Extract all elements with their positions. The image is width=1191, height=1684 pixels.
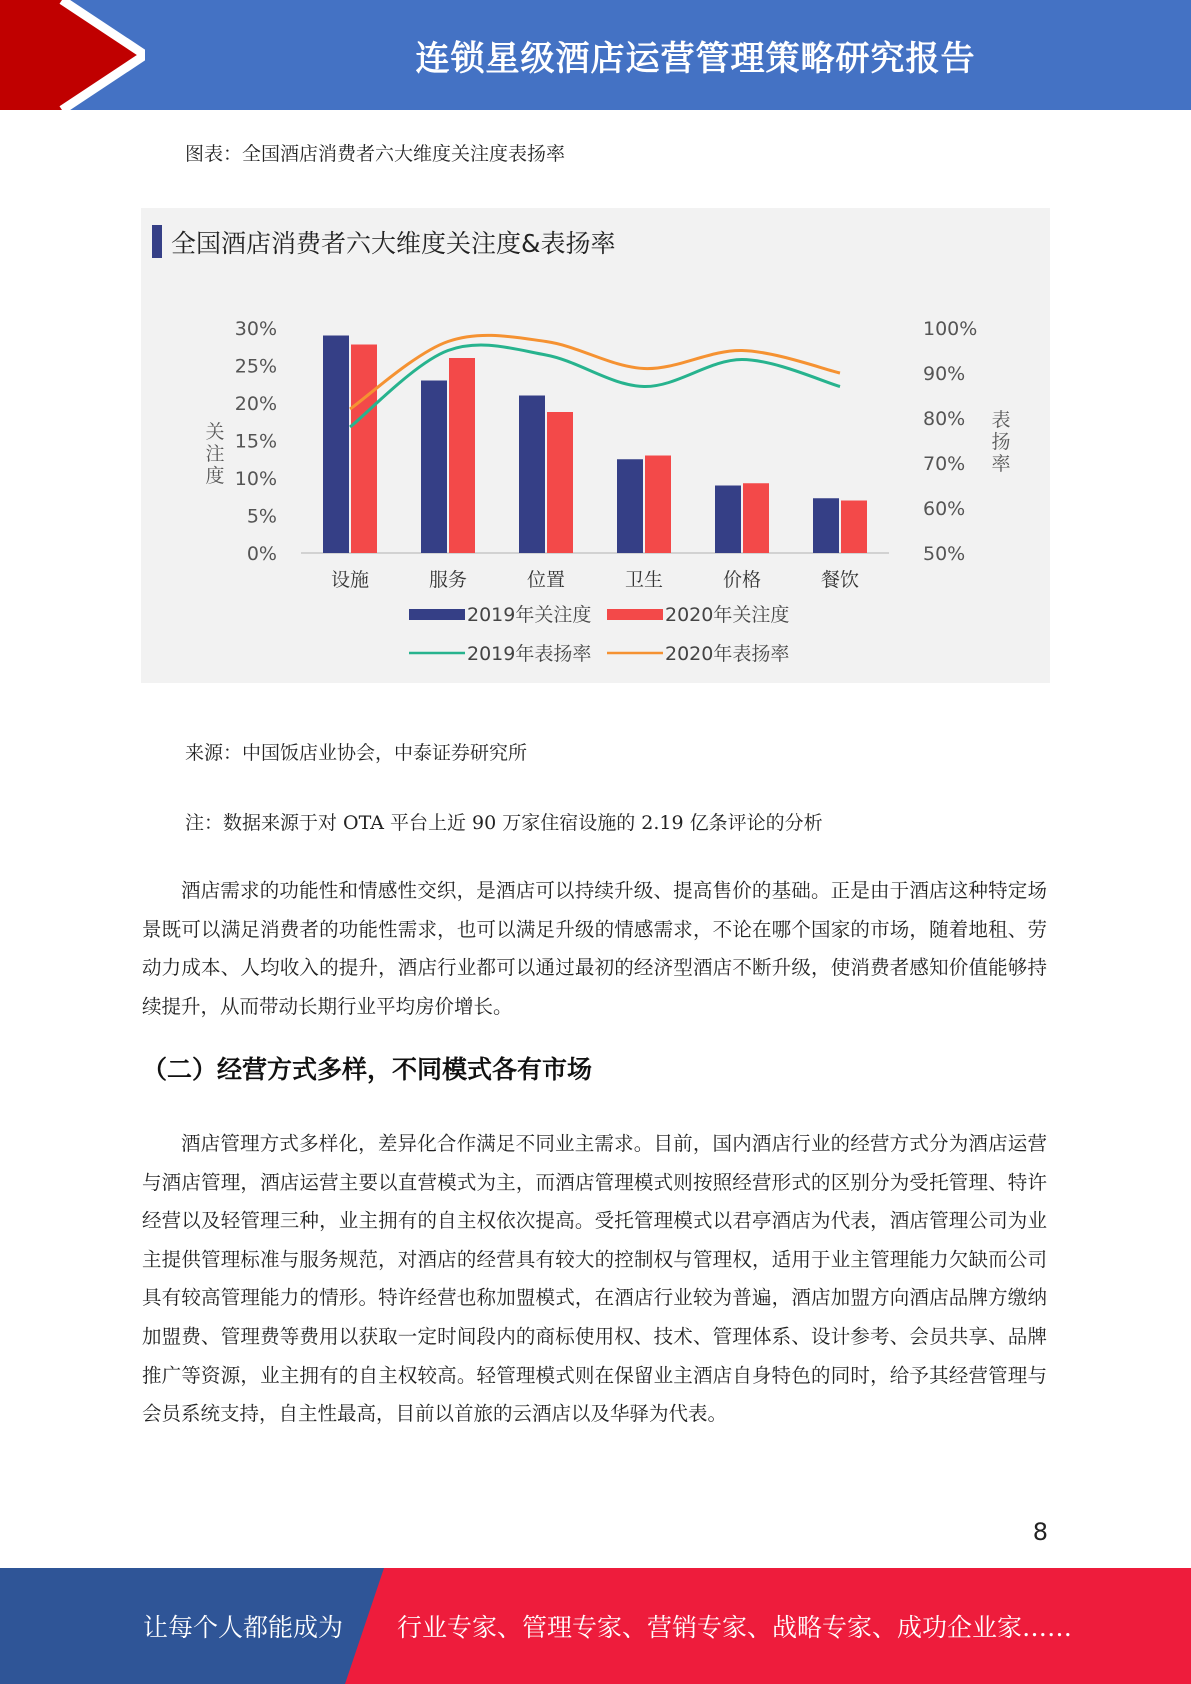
legend-label: 2019年表扬率: [467, 643, 592, 665]
y-axis-label-char: 度: [205, 465, 225, 487]
y2-axis-tick-label: 90%: [923, 363, 966, 385]
x-axis-category-label: 设施: [330, 569, 370, 591]
y-axis-tick-label: 5%: [246, 505, 277, 528]
x-axis-category-label: 服务: [428, 569, 468, 591]
bar-series-2: [449, 358, 475, 553]
body-paragraph-1: 酒店需求的功能性和情感性交织，是酒店可以持续升级、提高售价的基础。正是由于酒店这种特定场景既可以满足消费者的功能性需求，也可以满足升级的情感需求，不论在哪个国家的市场，随着地租、劳动力成本、人均收入的提升，酒店行业都可以通过最初的经济型酒店不断升级，使消费者感知价值能够持续提升，从而带动长期行业平均房价增长。: [142, 879, 1047, 1018]
y2-axis-tick-label: 50%: [923, 543, 966, 565]
footer-slogan-right: 行业专家、管理专家、营销专家、战略专家、成功企业家……: [397, 1613, 1073, 1642]
bar-series-1: [519, 396, 545, 554]
header-arrow-decoration: [0, 0, 145, 110]
y2-axis-tick-label: 80%: [923, 408, 966, 430]
page-number: 8: [1032, 1518, 1048, 1546]
y2-axis-tick-label: 60%: [923, 498, 966, 520]
chart-title: 全国酒店消费者六大维度关注度&表扬率: [171, 229, 616, 258]
bar-series-2: [547, 412, 573, 553]
footer-banner: [0, 1568, 1191, 1684]
bar-series-1: [813, 498, 839, 553]
legend-label: 2020年关注度: [665, 604, 790, 626]
bar-series-1: [323, 336, 349, 554]
bar-series-1: [715, 486, 741, 554]
bar-series-2: [841, 501, 867, 554]
legend-swatch-bar: [409, 609, 465, 620]
y-axis-tick-label: 30%: [234, 318, 277, 340]
x-axis-category-label: 餐饮: [820, 569, 860, 591]
bar-series-2: [645, 456, 671, 554]
bar-series-2: [743, 483, 769, 553]
source-note: 来源：中国饭店业协会，中泰证券研究所: [185, 742, 528, 764]
x-axis-category-label: 位置: [526, 569, 566, 591]
section-heading: （二）经营方式多样，不同模式各有市场: [142, 1055, 593, 1084]
y-axis-label-char: 关: [205, 421, 225, 443]
chart-title-marker: [152, 225, 162, 258]
y2-axis-label-char: 率: [991, 453, 1011, 475]
y-axis-tick-label: 25%: [234, 355, 277, 378]
legend-label: 2019年关注度: [467, 604, 592, 626]
legend-label: 2020年表扬率: [665, 643, 790, 665]
bar-series-1: [617, 459, 643, 553]
y2-axis-label-char: 扬: [991, 431, 1011, 453]
data-note: 注：数据来源于对 OTA 平台上近 90 万家住宿设施的 2.19 亿条评论的分析: [185, 812, 823, 834]
x-axis-category-label: 卫生: [624, 569, 664, 591]
bar-series-2: [351, 345, 377, 554]
x-axis-category-label: 价格: [722, 569, 762, 591]
y-axis-tick-label: 0%: [246, 543, 277, 565]
body-paragraph-2: 酒店管理方式多样化，差异化合作满足不同业主需求。目前，国内酒店行业的经营方式分为酒店运营与酒店管理，酒店运营主要以直营模式为主，而酒店管理模式则按照经营形式的区别分为受托管理、特许经营以及轻管理三种，业主拥有的自主权依次提高。受托管理模式以君亭酒店为代表，酒店管理公司为业主提供管理标准与服务规范，对酒店的经营具有较大的控制权与管理权，适用于业主管理能力欠缺而公司具有较高管理能力的情形。特许经营也称加盟模式，在酒店行业较为普遍，酒店加盟方向酒店品牌方缴纳加盟费、管理费等费用以获取一定时间段内的商标使用权、技术、管理体系、设计参考、会员共享、品牌推广等资源，业主拥有的自主权较高。轻管理模式则在保留业主酒店自身特色的同时，给予其经营管理与会员系统支持，自主性最高，目前以首旅的云酒店以及华驿为代表。: [142, 1132, 1047, 1426]
y2-axis-label-char: 表: [991, 409, 1011, 431]
footer-slogan-left: 让每个人都能成为: [143, 1613, 344, 1642]
document-title: 连锁星级酒店运营管理策略研究报告: [415, 38, 976, 79]
y2-axis-tick-label: 100%: [923, 318, 978, 340]
y2-axis-tick-label: 70%: [923, 453, 966, 475]
y-axis-tick-label: 10%: [234, 468, 277, 490]
y-axis-tick-label: 15%: [234, 430, 277, 453]
bar-series-1: [421, 381, 447, 554]
chart: [141, 208, 1050, 683]
y-axis-tick-label: 20%: [234, 393, 277, 415]
chart-panel: [141, 208, 1050, 683]
header-banner: [0, 0, 1191, 110]
figure-caption: 图表：全国酒店消费者六大维度关注度表扬率: [185, 143, 566, 165]
y-axis-label-char: 注: [205, 443, 225, 465]
legend-swatch-bar: [607, 609, 663, 620]
